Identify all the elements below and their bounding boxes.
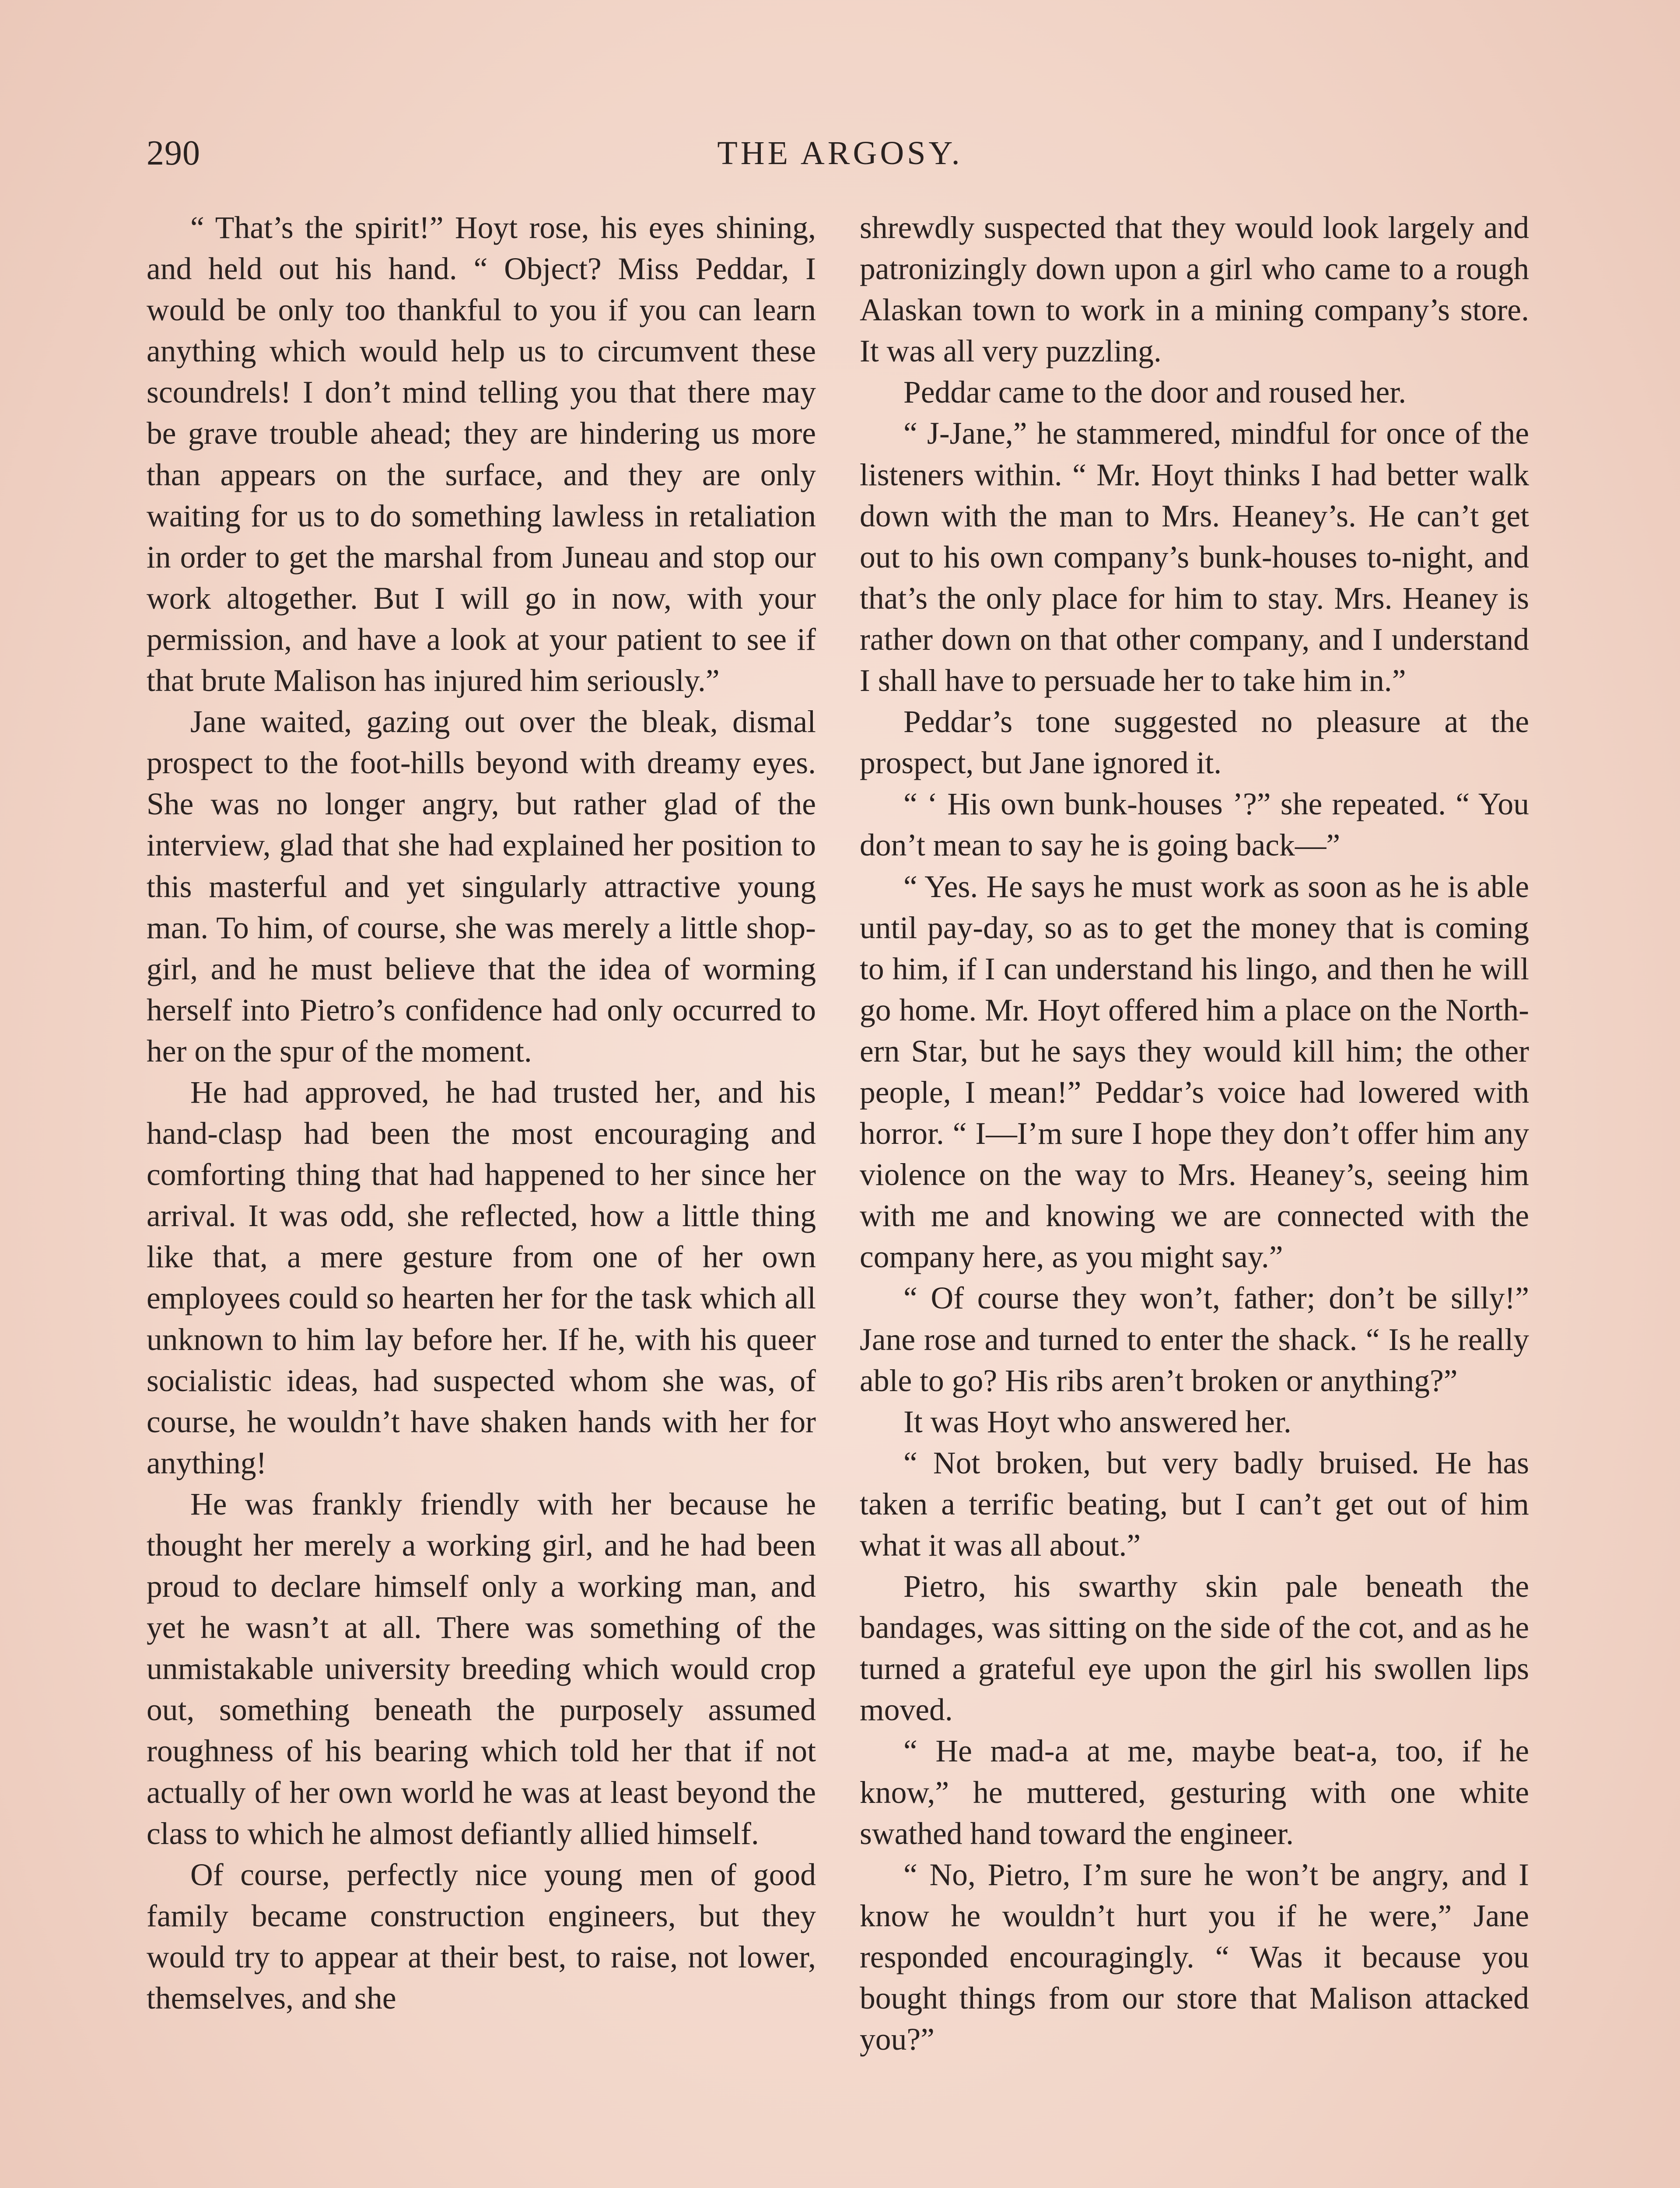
paragraph: “ Not broken, but very badly bruised. He has taken a terrific beating, but I can’t get out of him what it was all about.” (860, 1445, 1529, 1563)
paragraph: “ No, Pietro, I’m sure he won’t be angry, and I know he wouldn’t hurt you if he were,” Jane responded encouragingly. “ Was it because you bought things from our store that Malison attacked you?” (860, 1857, 1529, 2057)
paragraph: He had approved, he had trusted her, and his hand-clasp had been the most encouraging and comforting thing that had happened to her since her arrival. It was odd, she reflected, how a little thing like that, a mere gesture from one of her own employees could so hearten her for the task which all unknown to him lay before her. If he, with his queer socialistic ideas, had suspected whom she was, of course, he wouldn’t have shaken hands with her for anything! (147, 1075, 816, 1480)
paragraph-continuation: shrewdly suspected that they would look largely and patronizingly down upon a girl who came to a rough Alaskan town to work in a mining company’s store. It was all very puzzling. (860, 210, 1529, 369)
paragraph: Peddar’s tone suggested no pleasure at the prospect, but Jane ignored it. (860, 705, 1529, 781)
paragraph: It was Hoyt who answered her. (903, 1404, 1292, 1439)
paragraph: Pietro, his swarthy skin pale beneath the bandages, was sitting on the side of the cot, and as he turned a grateful eye upon the girl his swollen lips moved. (860, 1569, 1529, 1728)
paragraph: “ That’s the spirit!” Hoyt rose, his eyes shining, and held out his hand. “ Object? Miss Peddar, I would be only too thankful to you if you can learn anything which would help us to circumvent these scoundrels! I don’t mind telling you that there may be grave trouble ahead; they are hindering us more than appears on the surface, and they are only waiting for us to do something lawless in retaliation in order to get the marshal from Juneau and stop our work altogether. But I will go in now, with your permission, and have a look at your patient to see if that brute Malison has injured him seriously.” (147, 210, 816, 698)
paragraph: He was frankly friendly with her because he thought her merely a working girl, and he had been proud to declare himself only a working man, and yet he wasn’t at all. There was something of the unmistakable university breeding which would crop out, something beneath the purposely assumed roughness of his bearing which told her that if not actually of her own world he was at least beyond the class to which he almost defiantly allied himself. (147, 1487, 816, 1851)
paragraph: Jane waited, gazing out over the bleak, dismal prospect to the foot-hills beyond with dreamy eyes. She was no longer angry, but rather glad of the interview, glad that she had explained her position to this masterful and yet singularly attractive young man. To him, of course, she was merely a little shop-girl, and he must believe that the idea of worming herself into Pietro’s confidence had only occurred to her on the spur of the moment. (147, 705, 816, 1069)
paragraph: “ He mad-a at me, maybe beat-a, too, if he know,” he muttered, gesturing with one white swathed hand toward the engineer. (860, 1734, 1529, 1851)
paragraph: “ ‘ His own bunk-houses ’?” she repeated. “ You don’t mean to say he is going back—” (860, 787, 1529, 863)
paragraph: “ Of course they won’t, father; don’t be silly!” Jane rose and turned to enter the shack. “ Is he really able to go? His ribs aren’t broken or anything?” (860, 1281, 1529, 1398)
paragraph: “ Yes. He says he must work as soon as he is able until pay-day, so as to get the money that is coming to him, if I can understand his lingo, and then he will go home. Mr. Hoyt offered him a place on the Northern Star, but he says they would kill him; the other people, I mean!” Peddar’s voice had lowered with horror. “ I—I’m sure I hope they don’t offer him any violence on the way to Mrs. Heaney’s, seeing him with me and knowing we are connected with the company here, as you might say.” (860, 869, 1529, 1275)
paragraph: Of course, perfectly nice young men of good family became construction engineers, but they would try to appear at their best, to raise, not lower, themselves, and she (147, 1857, 816, 2016)
right-column (860, 207, 1529, 2060)
left-column (147, 207, 816, 2019)
paragraph: “ J-Jane,” he stammered, mindful for once of the listeners within. “ Mr. Hoyt thinks I had better walk down with the man to Mrs. Heaney’s. He can’t get out to his own company’s bunk-houses to-night, and that’s the only place for him to stay. Mrs. Heaney is rather down on that other company, and I understand I shall have to persuade her to take him in.” (860, 416, 1529, 698)
running-head: THE ARGOSY. (717, 135, 963, 172)
page-number: 290 (147, 134, 200, 172)
paragraph: Peddar came to the door and roused her. (903, 375, 1407, 410)
